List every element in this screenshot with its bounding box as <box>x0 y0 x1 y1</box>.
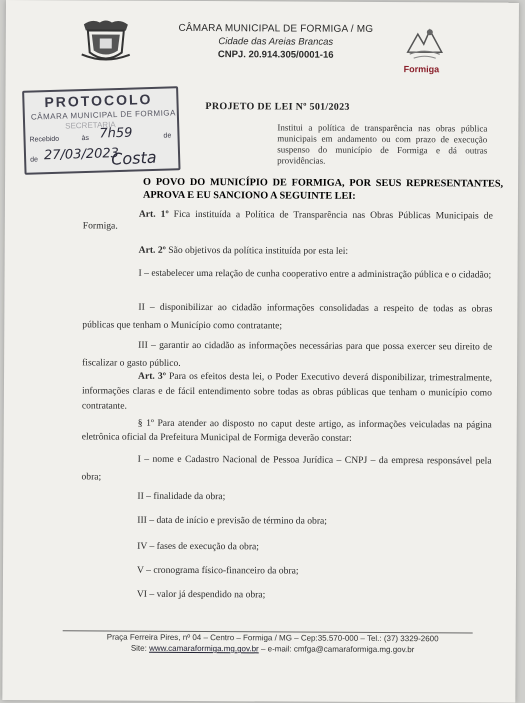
municipal-crest-logo <box>78 18 134 64</box>
inciso-1: I – estabelecer uma relação de cunha cooperativo entre a administração pública e o cidadão; <box>138 267 492 281</box>
formiga-city-logo <box>400 22 450 78</box>
footer-email-label: – e-mail: <box>260 644 292 654</box>
stamp-signature: Costa <box>110 147 157 169</box>
stamp-at-label: às <box>81 134 90 143</box>
article-3-label: Art. 3º <box>138 370 166 382</box>
bill-title: PROJETO DE LEI Nº 501/2023 <box>205 101 350 113</box>
org-name: CÂMARA MUNICIPAL DE FORMIGA / MG <box>178 22 374 35</box>
enacting-clause: O POVO DO MUNICÍPIO DE FORMIGA, POR SEUS REPRESENTANTES, APROVA E EU SANCIONO A SEGUINTE LEI: <box>142 176 504 202</box>
item-6: VI – valor já despendido na obra; <box>136 588 266 601</box>
item-5: V – cronograma físico-financeiro da obra; <box>136 564 299 577</box>
article-2-label: Art. 2º <box>138 244 166 256</box>
article-3 <box>82 368 492 415</box>
stamp-date: 27/03/2023 <box>43 145 120 164</box>
article-1-text: Fica instituída a Política de Transparência nas Obras Públicas Municipais de Formiga. <box>82 208 493 232</box>
article-2 <box>139 245 499 259</box>
article-1-label: Art. 1º <box>138 208 169 220</box>
item-4: IV – fases de execução da obra; <box>137 540 259 553</box>
article-2-text: São objetivos da política instituída por esta lei: <box>168 244 349 257</box>
footer-site-link[interactable]: www.camaraformiga.mg.gov.br <box>149 643 259 654</box>
item-3: III – data de início e previsão de término da obra; <box>137 514 327 527</box>
paragraph-1: § 1º Para atender ao disposto no caput deste artigo, as informações veiculadas na página eletrônica oficial da Prefeitura Municipal de Formiga deverão constar: <box>81 417 492 444</box>
stamp-date-label: de <box>30 156 39 164</box>
footer-address: Praça Ferreira Pires, nº 04 – Centro – Formiga / MG – Cep:35.570-000 – Tel.: (37) 3329-2600 <box>106 632 439 644</box>
footer-email-link[interactable]: cmfga@camaraformiga.mg.gov.br <box>293 644 415 655</box>
stamp-org: CÂMARA MUNICIPAL DE FORMIGA <box>30 108 177 122</box>
footer-contact <box>73 643 473 654</box>
org-cnpj: CNPJ. 20.914.305/0001-16 <box>217 49 334 61</box>
stamp-of-label: de <box>163 132 172 140</box>
footer-site-label: Site: <box>130 643 147 653</box>
inciso-3: III – garantir ao cidadão as informações necessárias para que possa exercer seu direito de fiscalizar o gasto público. <box>82 339 493 369</box>
stamp-secretaria: SECRETARIA <box>65 120 116 131</box>
stamp-received-label: Recebido <box>29 135 60 144</box>
org-subtitle: Cidade das Areias Brancas <box>218 36 334 48</box>
formiga-logo-text: Formiga <box>403 64 440 75</box>
document-page <box>2 0 519 703</box>
stamp-title: PROTOCOLO <box>44 90 153 111</box>
article-3-text: Para os efeitos desta lei, o Poder Executivo deverá disponibilizar, trimestralmente, informações claras e de fácil entendimento sobre todas as obras públicas que tenham o município como contratante. <box>81 370 493 412</box>
item-1: I – nome e Cadastro Nacional de Pessoa Jurídica – CNPJ – da empresa responsável pela obra; <box>81 453 492 483</box>
bill-summary: Institui a política de transparência nas obras pública municipais em andamento ou com prazo de execução suspenso do município de Formiga e dá outras providências. <box>277 122 488 166</box>
item-2: II – finalidade da obra; <box>137 490 226 503</box>
article-1 <box>83 208 493 234</box>
inciso-2: II – disponibilizar ao cidadão informações consolidadas a respeito de todas as obras públicas que tenham o Município como contratante; <box>82 301 493 332</box>
stamp-time: 7h59 <box>99 125 133 142</box>
